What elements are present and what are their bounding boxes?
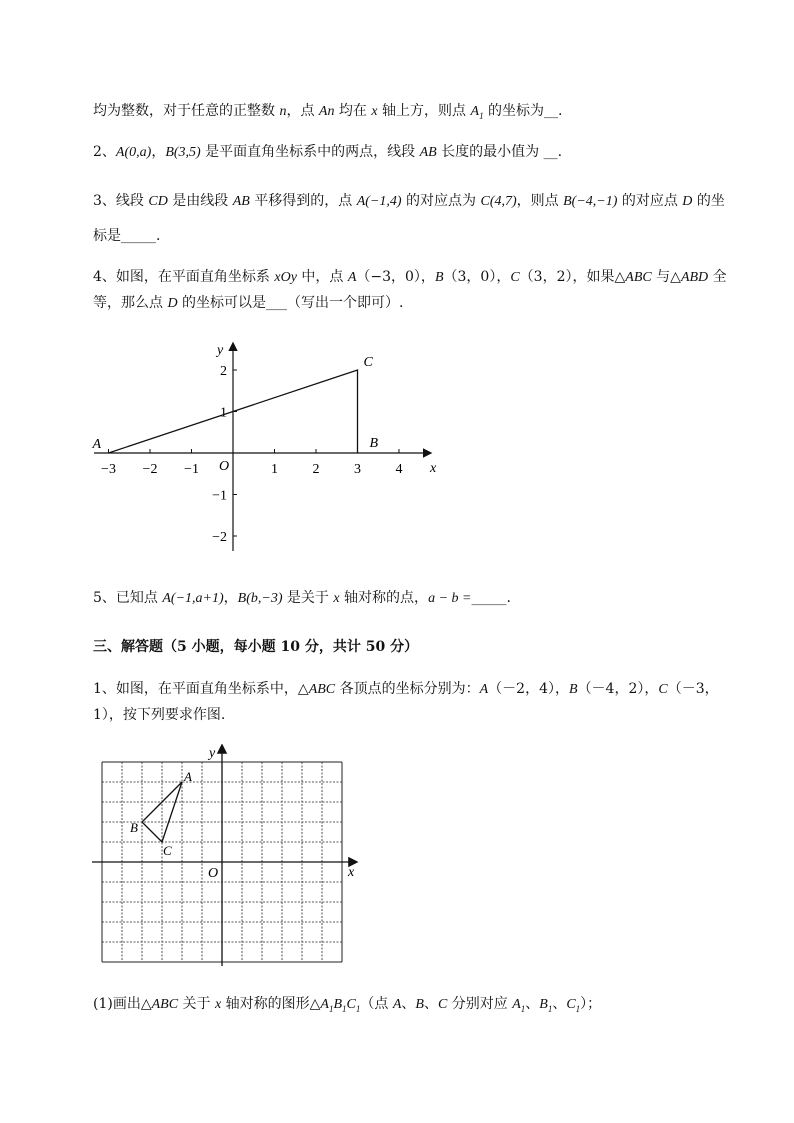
text: 、 <box>401 996 416 1012</box>
text: 的坐标可以是___（写出一个即可）. <box>177 295 404 311</box>
text: 的坐 <box>692 193 725 209</box>
text: （点 <box>360 996 393 1012</box>
expression: a − b = <box>428 591 472 606</box>
point-c-label: C <box>163 843 172 858</box>
question-number: 3、 <box>93 193 116 209</box>
question-number: 5、 <box>93 590 116 606</box>
question-number: 1、 <box>93 681 116 697</box>
var-x: x <box>333 591 340 606</box>
question-4 <box>93 267 727 288</box>
point-b1: B <box>539 997 548 1012</box>
triangle-abd: ABD <box>680 270 709 285</box>
text: 如图，在平面直角坐标系 <box>115 269 275 285</box>
subscript: 1 <box>547 1003 553 1014</box>
y-tick-label: −1 <box>212 488 227 504</box>
text: 关于 <box>178 996 215 1012</box>
text: 等，那么点 <box>93 295 168 311</box>
var-a1: A <box>470 104 480 119</box>
text: ， <box>151 144 166 160</box>
question-5 <box>93 588 511 609</box>
segment-ab: AB <box>232 194 250 209</box>
subscript: 1 <box>575 1003 581 1014</box>
var-an: An <box>318 104 335 119</box>
text: ）； <box>580 996 602 1012</box>
text: 长度的最小值为 __. <box>436 144 563 160</box>
text: （3，0）， <box>443 269 511 285</box>
var-n: n <box>279 104 287 119</box>
text: 的对应点为 <box>401 193 481 209</box>
text: 各顶点的坐标分别为： <box>335 681 480 697</box>
text: 已知点 <box>115 590 163 606</box>
question-2 <box>93 142 562 163</box>
point-c: C(4,7) <box>480 194 517 209</box>
text: 平移得到的，点 <box>249 193 357 209</box>
x-tick-label: 2 <box>312 462 320 477</box>
point-d: D <box>682 194 693 209</box>
subscript: 1 <box>355 1003 361 1014</box>
y-axis-label: y <box>209 746 216 761</box>
point-b-label: B <box>130 820 138 835</box>
x-axis-label: x <box>348 865 355 880</box>
question-number: 4、 <box>93 269 116 285</box>
intro-line <box>93 101 562 126</box>
text: 1），按下列要求作图. <box>93 707 226 723</box>
origin-label: O <box>208 866 219 881</box>
section-3-title: 三、解答题（5 小题，每小题 10 分，共计 50 分） <box>93 639 419 655</box>
triangle-abc: ABC <box>625 270 652 285</box>
x-tick-label: −1 <box>184 462 199 477</box>
triangle-abc: ABC <box>308 682 336 697</box>
question-3-line2 <box>93 226 160 246</box>
text: 是由线段 <box>167 193 233 209</box>
point-a-label: A <box>92 437 102 452</box>
point-b: B(−4,−1) <box>563 194 618 209</box>
point-a: A(−1,a+1) <box>162 591 224 606</box>
text: （－3， <box>667 681 719 697</box>
text: ， <box>223 590 238 606</box>
point-c-label: C <box>363 355 373 370</box>
triangle-abc: ABC <box>151 997 179 1012</box>
point-c: C <box>510 270 520 285</box>
text: 中，点 <box>296 269 348 285</box>
s3-question-1 <box>93 679 719 700</box>
text: 线段 <box>115 193 149 209</box>
s3-question-1-line2 <box>93 705 225 725</box>
question-number: 2、 <box>93 144 116 160</box>
segment-ab: AB <box>419 145 437 160</box>
point-b: B <box>569 682 578 697</box>
text: ，则点 <box>516 193 564 209</box>
point-d: D <box>167 296 178 311</box>
vertex: A <box>320 997 329 1012</box>
subscript: 1 <box>520 1003 526 1014</box>
x-tick-label: −3 <box>101 462 116 477</box>
point-a: A <box>392 997 402 1012</box>
point-a: A(−1,4) <box>356 194 402 209</box>
x-tick-label: 4 <box>395 462 403 477</box>
text: 如图，在平面直角坐标系中，△ <box>115 681 309 697</box>
text: 均为整数，对于任意的正整数 <box>93 103 280 119</box>
x-axis-label: x <box>430 461 437 476</box>
text: 均在 <box>334 103 372 119</box>
point-b: B <box>415 997 424 1012</box>
point-a: A <box>479 682 489 697</box>
y-axis-label: y <box>217 343 224 358</box>
point-c: C <box>658 682 668 697</box>
subscript: 1 <box>328 1003 334 1014</box>
text: (1)画出△ <box>93 996 152 1012</box>
figure-1-coordinate-plane <box>84 336 454 562</box>
point-b-label: B <box>369 436 379 451</box>
text: 是平面直角坐标系中的两点，线段 <box>200 144 420 160</box>
point-a-label: A <box>184 769 192 784</box>
origin-label: O <box>219 459 230 474</box>
answer-blank: _____. <box>471 590 511 606</box>
point-a1: A <box>512 997 521 1012</box>
point-a: A(0,a) <box>115 145 152 160</box>
point-a: A <box>347 270 357 285</box>
text: 的对应点 <box>617 193 683 209</box>
text: 的坐标为__. <box>483 103 563 119</box>
vertex: C <box>346 997 356 1012</box>
text: （3，2），如果△ <box>519 269 626 285</box>
text: 全 <box>708 269 727 285</box>
point-b: B <box>434 270 444 285</box>
vertex: B <box>333 997 343 1012</box>
text: （−3，0）， <box>356 269 435 285</box>
subscript: 1 <box>342 1003 347 1014</box>
question-4-line2 <box>93 293 403 314</box>
text: 、 <box>552 996 567 1012</box>
point-c: C <box>437 997 448 1012</box>
text: 与△ <box>651 269 681 285</box>
text: 轴上方，则点 <box>377 103 471 119</box>
text: （－2，4）， <box>488 681 569 697</box>
segment-cd: CD <box>148 194 168 209</box>
question-3 <box>93 191 725 212</box>
text: 、 <box>525 996 540 1012</box>
text: 、 <box>423 996 438 1012</box>
text: 是关于 <box>282 590 334 606</box>
y-tick-label: 1 <box>220 405 227 421</box>
text: （－4，2）， <box>577 681 659 697</box>
text: 轴对称的图形△ <box>221 996 321 1012</box>
point-c1: C <box>566 997 576 1012</box>
text: ，点 <box>286 103 319 119</box>
var-x: x <box>214 997 222 1012</box>
subscript: 1 <box>479 110 484 121</box>
x-tick-label: −2 <box>142 462 158 477</box>
text: 轴对称的点， <box>339 590 429 606</box>
x-tick-label: 1 <box>271 462 278 477</box>
point-b: B(3,5) <box>165 145 201 160</box>
var-x: x <box>371 104 378 119</box>
coord-system: xOy <box>274 270 297 285</box>
y-tick-label: 2 <box>220 364 227 379</box>
x-tick-label: 3 <box>354 462 361 477</box>
y-tick-label: −2 <box>212 530 227 545</box>
figure-2-grid <box>92 744 367 966</box>
text: 标是_____. <box>93 228 161 244</box>
point-b: B(b,−3) <box>237 591 283 606</box>
s3-question-1-sub-1 <box>93 994 601 1019</box>
text: 分别对应 <box>447 996 513 1012</box>
